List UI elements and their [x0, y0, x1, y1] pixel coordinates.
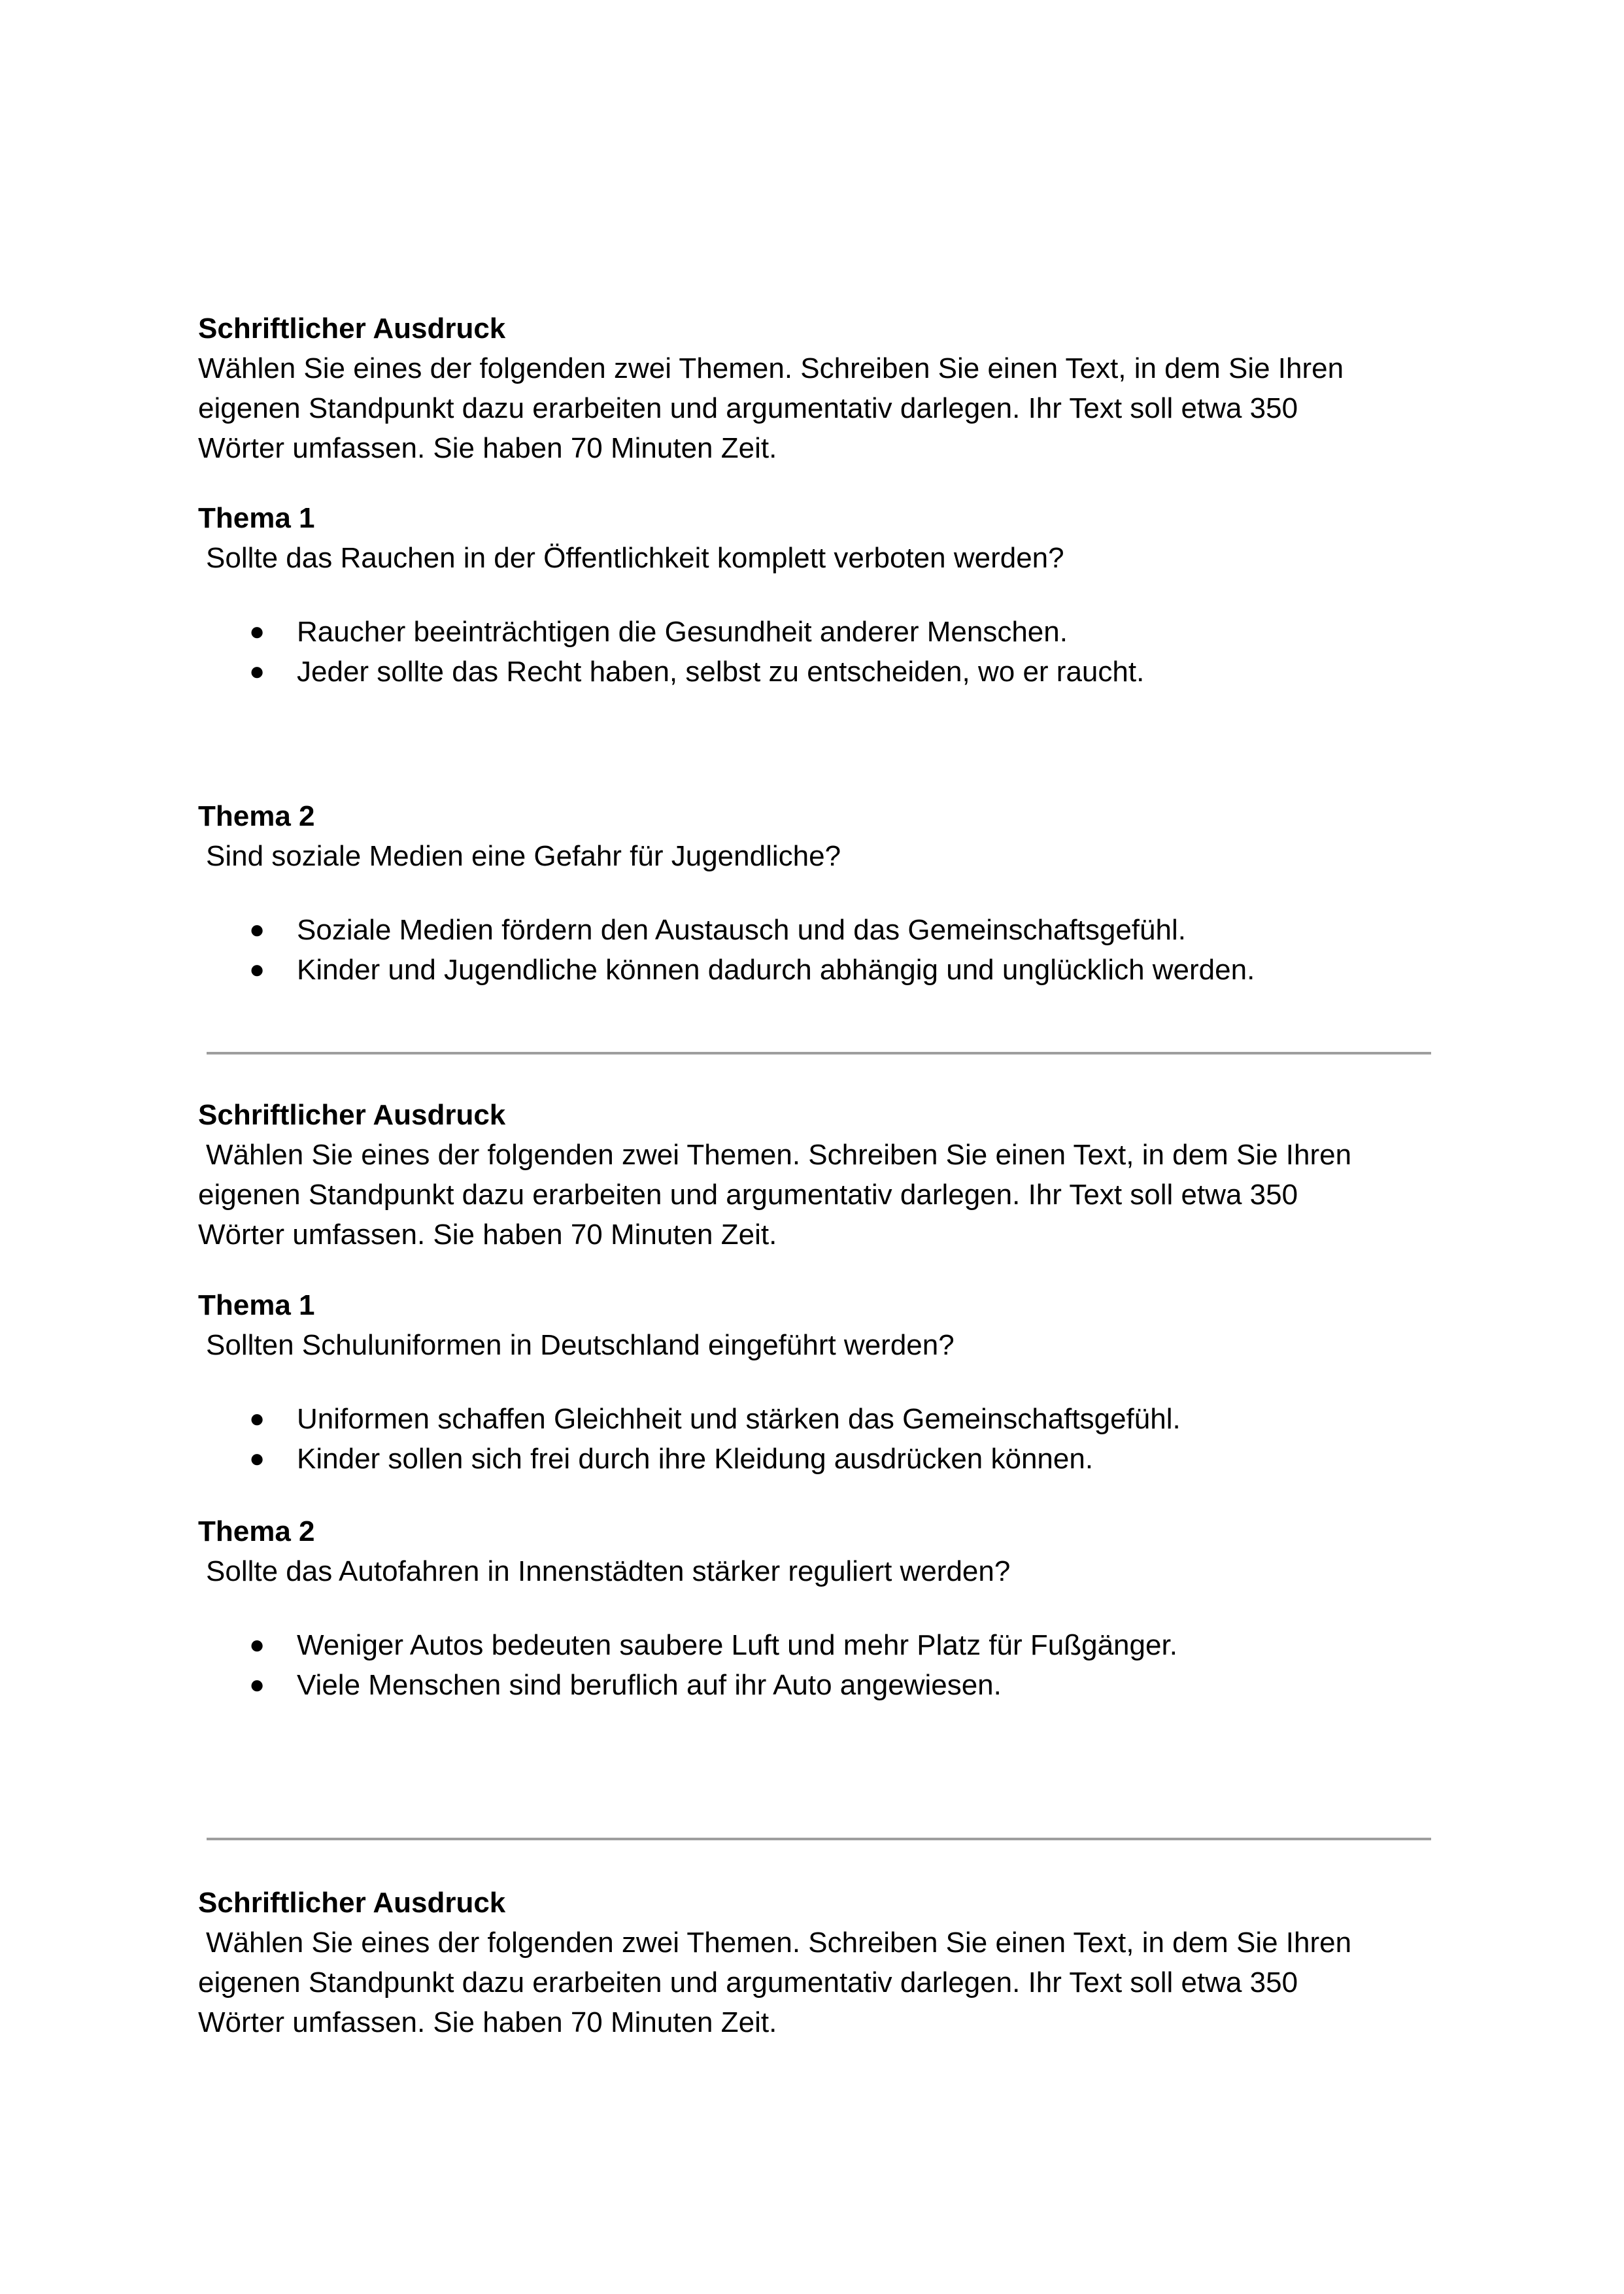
block-1-theme-2 [198, 796, 1440, 990]
list-item [198, 612, 1440, 652]
theme-question: Sollte das Rauchen in der Öffentlichkeit komplett verboten werden? [206, 542, 1064, 574]
block-1-heading-section [198, 309, 1440, 468]
indent-space [198, 1927, 206, 1959]
section-heading: Schriftlicher Ausdruck [198, 1887, 506, 1919]
list-item [198, 1665, 1440, 1705]
bullet-icon: ● [249, 1670, 265, 1699]
theme-title: Thema 1 [198, 502, 315, 534]
argument-list [198, 910, 1440, 990]
task-instructions-text: Wählen Sie eines der folgenden zwei Themen. Schreiben Sie einen Text, in dem Sie Ihren eigenen Standpunkt dazu erarbeiten und argumentativ darlegen. Ihr Text soll etwa 350 Wörter umfassen. Sie haben 70 Minuten Zeit. [198, 1927, 1352, 2038]
list-item-text: Kinder sollen sich frei durch ihre Kleidung ausdrücken können. [297, 1443, 1094, 1475]
section-heading: Schriftlicher Ausdruck [198, 312, 506, 345]
block-2-theme-2 [198, 1511, 1440, 1705]
argument-list [198, 612, 1440, 692]
list-item-text: Raucher beeinträchtigen die Gesundheit anderer Menschen. [297, 616, 1068, 648]
section-heading: Schriftlicher Ausdruck [198, 1099, 506, 1131]
list-item-text: Weniger Autos bedeuten saubere Luft und mehr Platz für Fußgänger. [297, 1629, 1177, 1661]
list-item [198, 652, 1440, 692]
block-2-theme-1 [198, 1285, 1440, 1479]
list-item [198, 1399, 1440, 1439]
bullet-icon: ● [249, 1444, 265, 1473]
list-item [198, 950, 1440, 990]
task-instructions [198, 1923, 1440, 2042]
list-item [198, 1625, 1440, 1665]
list-item-text: Kinder und Jugendliche können dadurch abhängig und unglücklich werden. [297, 954, 1255, 986]
indent-space [198, 1139, 206, 1171]
task-instructions: Wählen Sie eines der folgenden zwei Themen. Schreiben Sie einen Text, in dem Sie Ihren eigenen Standpunkt dazu erarbeiten und argumentativ darlegen. Ihr Text soll etwa 350 Wörter umfassen. Sie haben 70 Minuten Zeit. [198, 352, 1344, 464]
argument-list [198, 1399, 1440, 1479]
task-instructions [198, 1135, 1440, 1255]
block-1-theme-1 [198, 498, 1440, 692]
bullet-icon: ● [249, 915, 265, 944]
horizontal-divider [207, 1838, 1431, 1840]
block-3-heading-section [198, 1883, 1440, 2042]
argument-list [198, 1625, 1440, 1705]
bullet-icon: ● [249, 1630, 265, 1659]
list-item-text: Uniformen schaffen Gleichheit und stärken das Gemeinschaftsgefühl. [297, 1403, 1181, 1435]
theme-question: Sollte das Autofahren in Innenstädten stärker reguliert werden? [206, 1555, 1011, 1587]
theme-question: Sind soziale Medien eine Gefahr für Jugendliche? [206, 840, 841, 872]
bullet-icon: ● [249, 657, 265, 686]
list-item [198, 1439, 1440, 1479]
theme-question: Sollten Schuluniformen in Deutschland eingeführt werden? [206, 1329, 955, 1361]
theme-title: Thema 2 [198, 1515, 315, 1547]
bullet-icon: ● [249, 1404, 265, 1433]
task-instructions-text: Wählen Sie eines der folgenden zwei Themen. Schreiben Sie einen Text, in dem Sie Ihren eigenen Standpunkt dazu erarbeiten und argumentativ darlegen. Ihr Text soll etwa 350 Wörter umfassen. Sie haben 70 Minuten Zeit. [198, 1139, 1352, 1251]
horizontal-divider [207, 1052, 1431, 1054]
theme-title: Thema 2 [198, 800, 315, 832]
theme-title: Thema 1 [198, 1289, 315, 1321]
list-item-text: Jeder sollte das Recht haben, selbst zu entscheiden, wo er raucht. [297, 656, 1145, 688]
list-item-text: Viele Menschen sind beruflich auf ihr Auto angewiesen. [297, 1669, 1002, 1701]
list-item-text: Soziale Medien fördern den Austausch und das Gemeinschaftsgefühl. [297, 914, 1186, 946]
bullet-icon: ● [249, 617, 265, 646]
list-item [198, 910, 1440, 950]
block-2-heading-section [198, 1095, 1440, 1255]
bullet-icon: ● [249, 955, 265, 984]
